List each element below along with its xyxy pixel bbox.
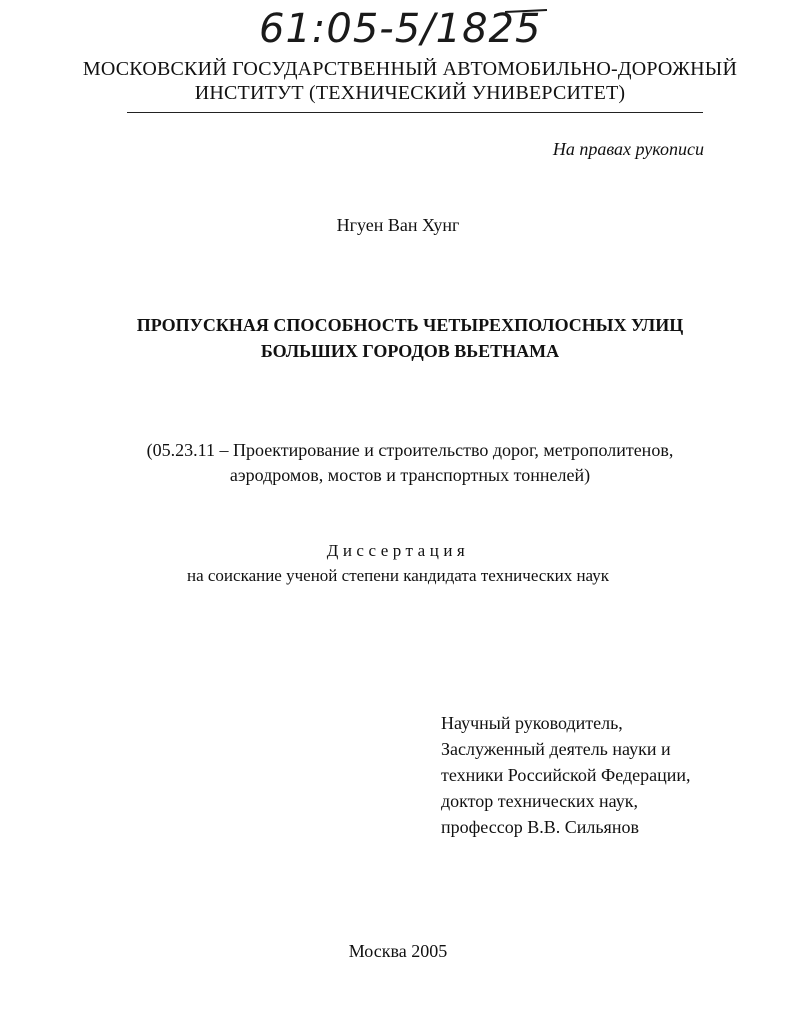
- header-divider: [127, 112, 703, 113]
- specialty-line-2: аэродромов, мостов и транспортных тоннелей): [229, 465, 591, 485]
- handwritten-code-text: 61:05-5/1825: [259, 6, 542, 52]
- handwritten-archive-code: [255, 2, 555, 52]
- advisor-line: Заслуженный деятель науки и: [441, 739, 671, 759]
- dissertation-title-line-2: БОЛЬШИХ ГОРОДОВ ВЬЕТНАМА: [260, 341, 560, 361]
- advisor-line: техники Российской Федерации,: [441, 765, 691, 785]
- advisor-line: профессор В.В. Сильянов: [441, 817, 639, 837]
- dissertation-title-line-1: ПРОПУСКНАЯ СПОСОБНОСТЬ ЧЕТЫРЕХПОЛОСНЫХ УЛИЦ: [136, 315, 684, 335]
- author-name: Нгуен Ван Хунг: [336, 215, 460, 235]
- specialty-line-1: (05.23.11 – Проектирование и строительство дорог, метрополитенов,: [146, 440, 674, 460]
- rights-note: На правах рукописи: [552, 139, 704, 159]
- degree-line: на соискание ученой степени кандидата технических наук: [186, 566, 609, 585]
- institution-line-1: МОСКОВСКИЙ ГОСУДАРСТВЕННЫЙ АВТОМОБИЛЬНО-ДОРОЖНЫЙ: [82, 58, 738, 80]
- advisor-line: доктор технических наук,: [441, 791, 638, 811]
- institution-line-2: ИНСТИТУТ (ТЕХНИЧЕСКИЙ УНИВЕРСИТЕТ): [194, 82, 626, 104]
- advisor-line: Научный руководитель,: [441, 713, 623, 733]
- document-type: Диссертация: [326, 541, 470, 560]
- city-year: Москва 2005: [348, 941, 448, 961]
